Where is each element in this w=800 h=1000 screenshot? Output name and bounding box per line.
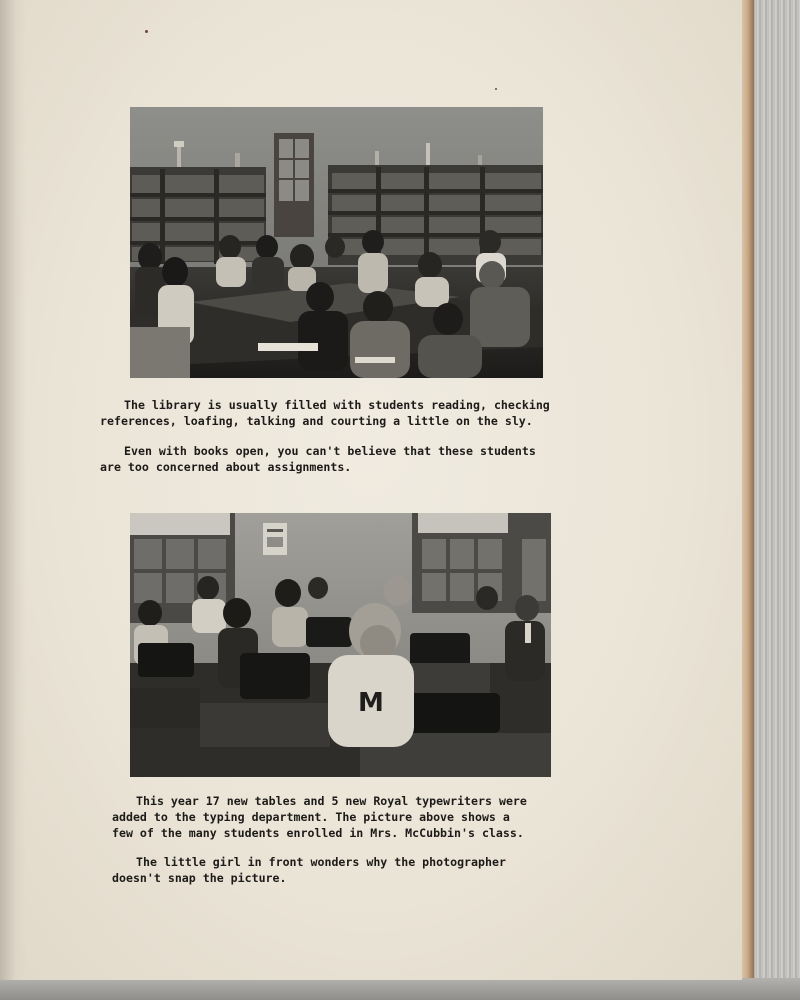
- typing-class-photo-image: [130, 513, 551, 777]
- typing-caption-line-1: This year 17 new tables and 5 new Royal typewriters were: [136, 794, 527, 808]
- library-caption-line-1: The library is usually filled with students reading, checking: [124, 398, 550, 412]
- library-caption-second: [100, 443, 536, 475]
- library-caption-second-line-2: are too concerned about assignments.: [100, 460, 352, 474]
- typing-caption-second: [112, 854, 506, 886]
- library-caption-second-line-1: Even with books open, you can't believe that these students: [124, 444, 536, 458]
- scanner-backdrop: [750, 0, 800, 1000]
- binding-shadow: [0, 0, 26, 980]
- typing-caption-line-3: few of the many students enrolled in Mrs. McCubbin's class.: [112, 826, 524, 840]
- library-photo-image: [130, 107, 543, 378]
- typing-caption: [112, 793, 527, 841]
- library-photo: [130, 107, 543, 378]
- scanner-bottom-strip: [0, 978, 800, 1000]
- paper-speck: [495, 88, 497, 90]
- library-caption-line-2: references, loafing, talking and courting a little on the sly.: [100, 414, 533, 428]
- typing-caption-second-line-2: doesn't snap the picture.: [112, 871, 287, 885]
- typing-class-photo: [130, 513, 551, 777]
- paper-speck: [145, 30, 148, 33]
- typing-caption-second-line-1: The little girl in front wonders why the photographer: [136, 855, 506, 869]
- library-caption: [100, 397, 550, 429]
- typing-caption-line-2: added to the typing department. The picture above shows a: [112, 810, 510, 824]
- sweater-letter: M: [358, 688, 384, 718]
